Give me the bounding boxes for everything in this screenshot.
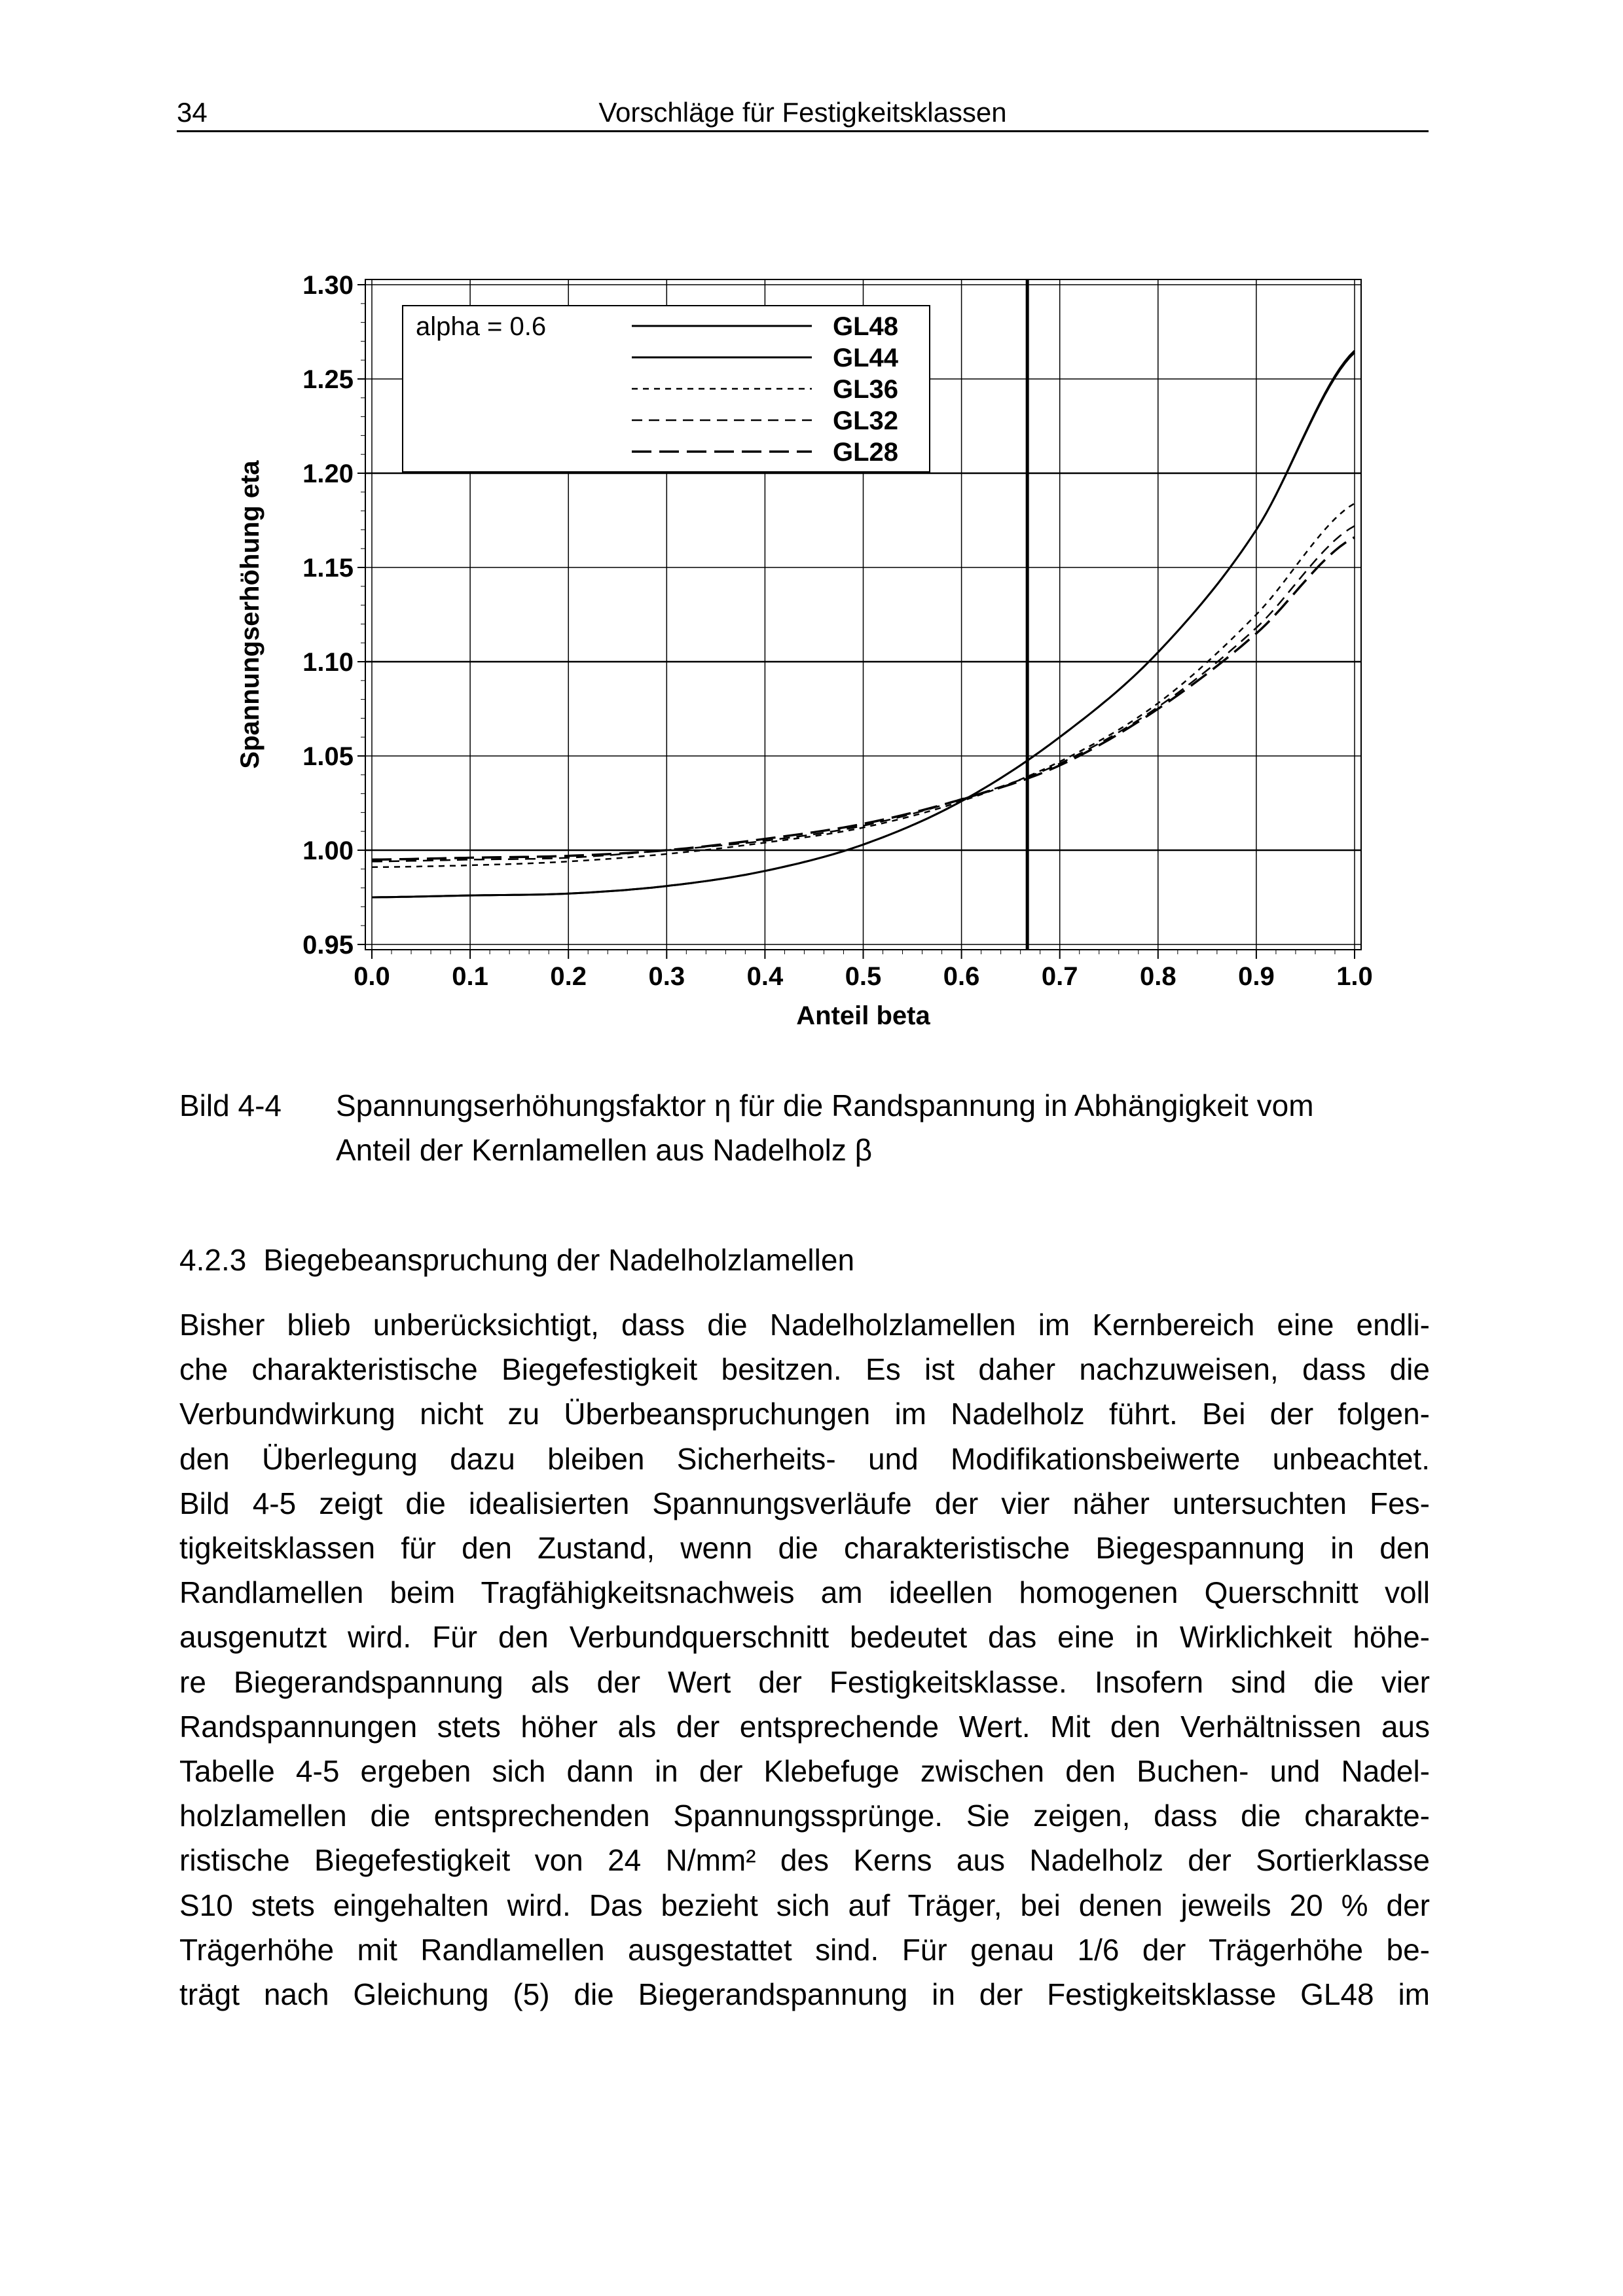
section-title: Biegebeanspruchung der Nadelholzlamellen: [263, 1243, 855, 1277]
caption-line: Anteil der Kernlamellen aus Nadelholz β: [336, 1133, 873, 1167]
caption-line: Spannungserhöhungsfaktor η für die Randspannung in Abhängigkeit vom: [336, 1088, 1314, 1122]
text-line: Tabelle 4-5 ergeben sich dann in der Klebefuge zwischen den Buchen- und Nadel-: [179, 1754, 1430, 1789]
x-tick-label: 0.1: [452, 962, 488, 991]
body-paragraph: [179, 1302, 1430, 2017]
text-line: Bisher blieb unberücksichtigt, dass die Nadelholzlamellen im Kernbereich eine endli-: [179, 1308, 1430, 1342]
text-line: re Biegerandspannung als der Wert der Festigkeitsklasse. Insofern sind die vier: [179, 1664, 1430, 1699]
text-line: tigkeitsklassen für den Zustand, wenn die charakteristische Biegespannung in den: [179, 1531, 1430, 1566]
y-tick-label: 1.15: [302, 554, 354, 583]
x-tick-label: 0.7: [1041, 962, 1078, 991]
x-tick-label: 0.2: [550, 962, 587, 991]
x-tick-label: 0.0: [354, 962, 390, 991]
text-line: Randlamellen beim Tragfähigkeitsnachweis am ideellen homogenen Querschnitt voll: [179, 1575, 1430, 1610]
y-tick-label: 0.95: [302, 931, 354, 960]
y-tick-label: 1.00: [302, 836, 354, 865]
x-tick-label: 0.9: [1238, 962, 1275, 991]
text-line: den Überlegung dazu bleiben Sicherheits- und Modifikationsbeiwerte unbeachtet.: [179, 1441, 1430, 1476]
y-tick-label: 1.20: [302, 459, 354, 488]
legend-label: GL28: [833, 438, 899, 467]
x-axis-label: Anteil beta: [796, 1001, 930, 1030]
y-tick-label: 1.30: [302, 271, 354, 300]
y-tick-label: 1.05: [302, 742, 354, 771]
legend: [403, 306, 930, 472]
text-line: Verbundwirkung nicht zu Überbeanspruchungen im Nadelholz führt. Bei der folgen-: [179, 1397, 1430, 1431]
text-line: ausgenutzt wird. Für den Verbundquerschnitt bedeutet das eine in Wirklichkeit höhe-: [179, 1620, 1430, 1655]
legend-label: GL48: [833, 312, 899, 341]
text-line: che charakteristische Biegefestigkeit besitzen. Es ist daher nachzuweisen, dass die: [179, 1352, 1430, 1387]
figure-label: Bild 4-4: [179, 1088, 282, 1122]
x-tick-label: 1.0: [1336, 962, 1373, 991]
section-heading: [179, 1242, 854, 1278]
text-line: Randspannungen stets höher als der entsprechende Wert. Mit den Verhältnissen aus: [179, 1709, 1430, 1744]
text-line: holzlamellen die entsprechenden Spannungssprünge. Sie zeigen, dass die charakte-: [179, 1799, 1430, 1833]
y-tick-label: 1.25: [302, 365, 354, 394]
x-tick-label: 0.8: [1139, 962, 1176, 991]
page-number: 34: [177, 97, 208, 128]
text-line: S10 stets eingehalten wird. Das bezieht sich auf Träger, bei denen jeweils 20 % der: [179, 1888, 1430, 1922]
text-line: trägt nach Gleichung (5) die Biegerandspannung in der Festigkeitsklasse GL48 im: [179, 1977, 1430, 2012]
x-tick-label: 0.3: [648, 962, 685, 991]
legend-annotation: alpha = 0.6: [416, 312, 547, 341]
text-line: Bild 4-5 zeigt die idealisierten Spannungsverläufe der vier näher untersuchten Fes-: [179, 1486, 1430, 1520]
x-tick-label: 0.4: [746, 962, 784, 991]
eta-beta-chart: [0, 0, 1623, 1047]
text-line: Trägerhöhe mit Randlamellen ausgestattet sind. Für genau 1/6 der Trägerhöhe be-: [179, 1932, 1430, 1967]
x-tick-label: 0.5: [845, 962, 882, 991]
running-header: Vorschläge für Festigkeitsklassen: [598, 97, 1007, 128]
legend-label: GL36: [833, 375, 899, 404]
figure-caption: [336, 1083, 1431, 1172]
x-tick-label: 0.6: [943, 962, 980, 991]
legend-label: GL32: [833, 406, 899, 435]
section-number: 4.2.3: [179, 1243, 247, 1277]
legend-label: GL44: [833, 344, 899, 372]
y-tick-label: 1.10: [302, 648, 354, 677]
text-line: ristische Biegefestigkeit von 24 N/mm² des Kerns aus Nadelholz der Sortierklasse: [179, 1843, 1430, 1878]
y-axis-label: Spannungserhöhung eta: [236, 460, 264, 769]
